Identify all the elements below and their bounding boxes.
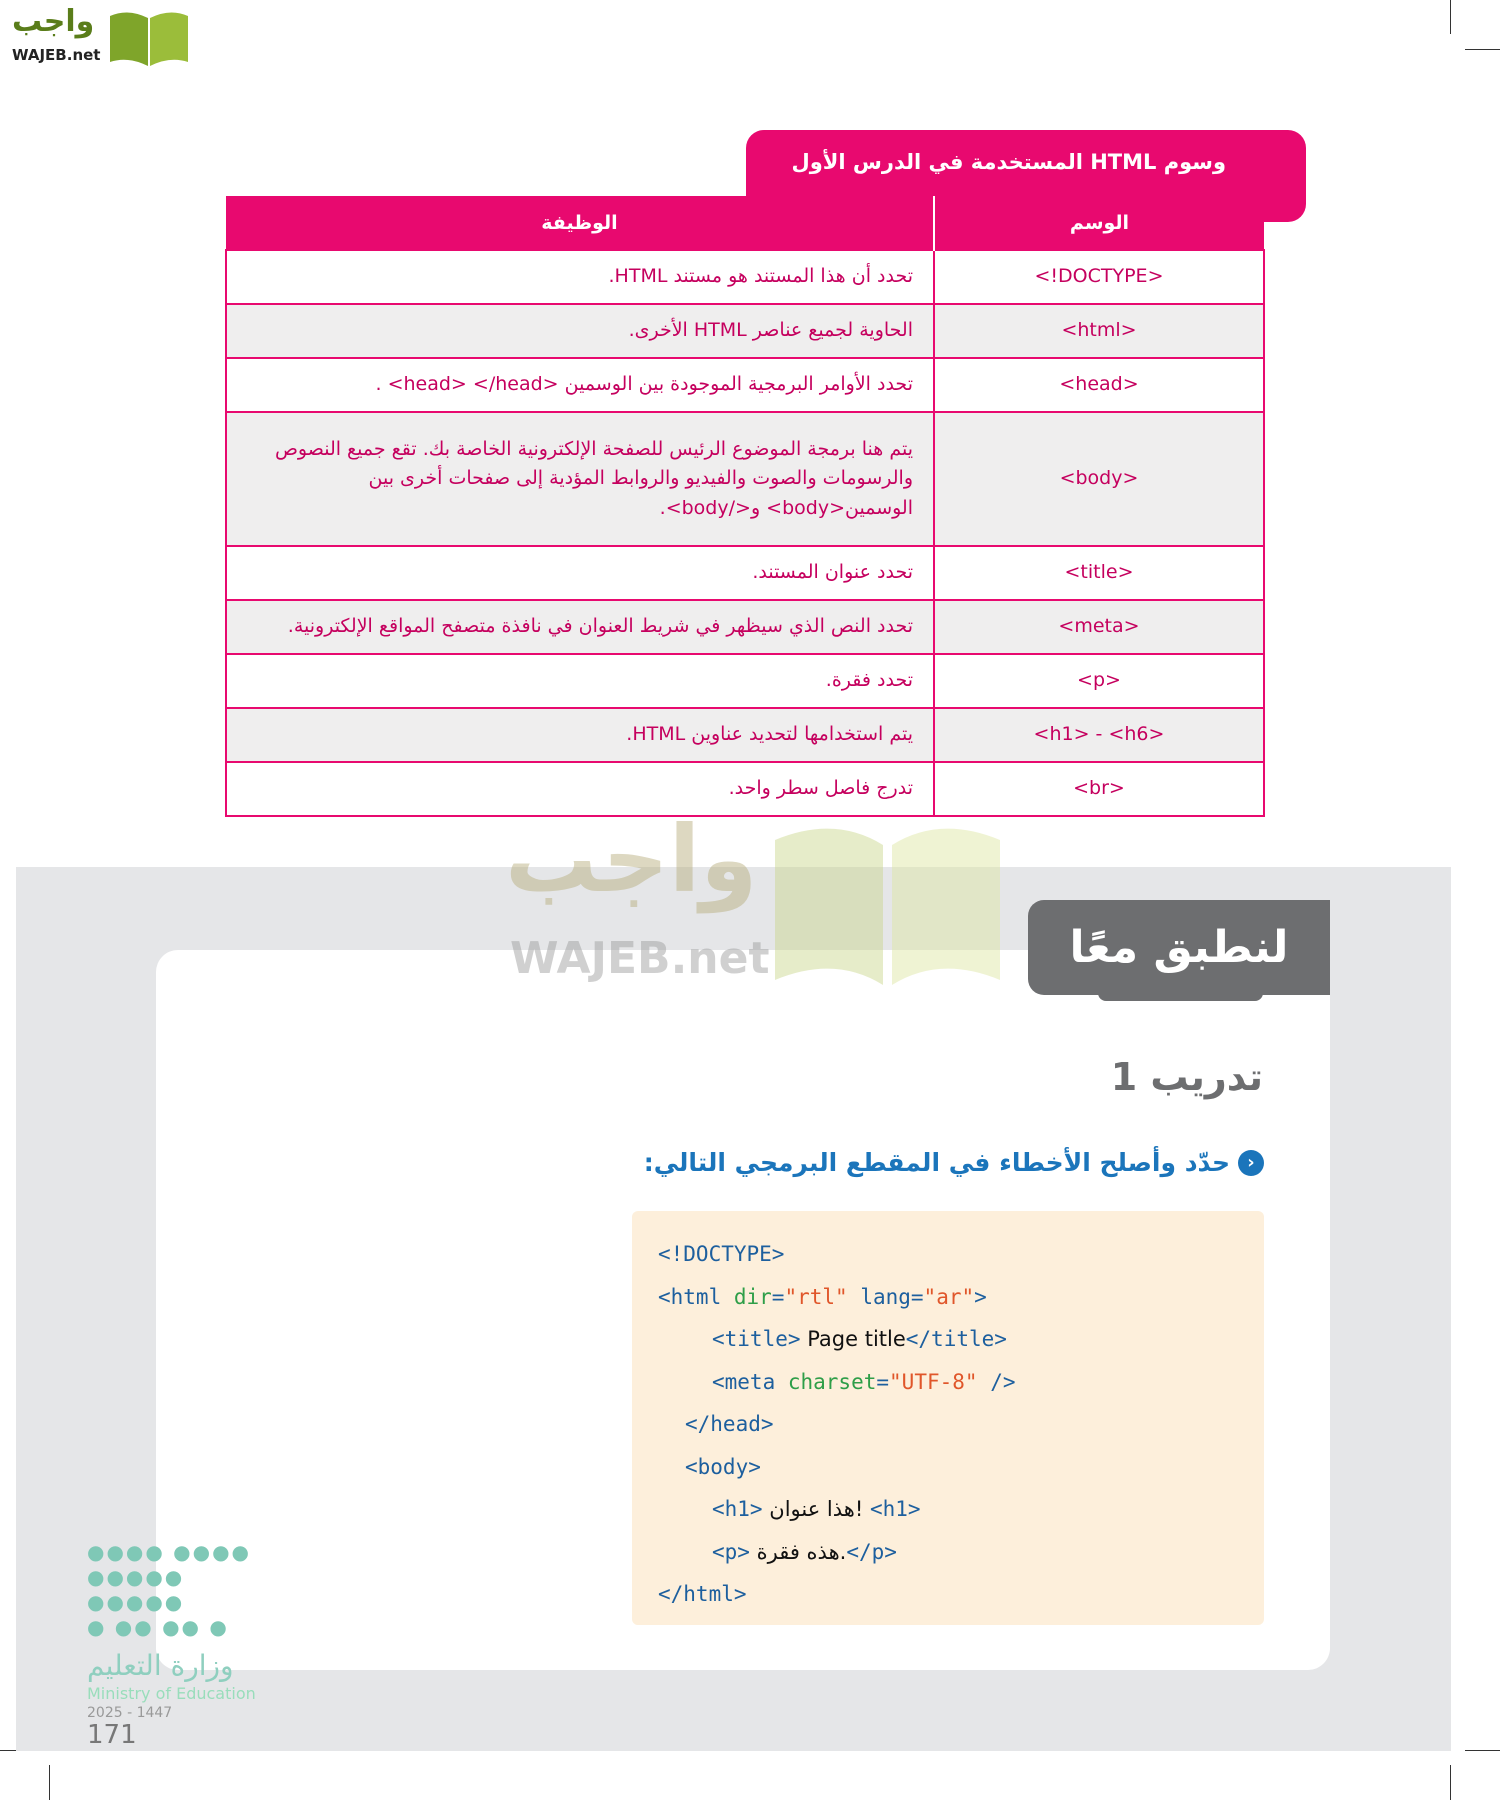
table-row [226, 708, 1264, 762]
function-cell: يتم هنا برمجة الموضوع الرئيس للصفحة الإلكترونية الخاصة بك. تقع جميع النصوص والرسومات والصوت والفيديو والروابط المؤدية إلى صفحات أخرى بين الوسمين<body> و</body>. [226, 412, 934, 546]
chevron-circle-icon: ‹ [1238, 1150, 1264, 1176]
question [644, 1148, 1264, 1177]
header-tag: الوسم [934, 196, 1264, 250]
code-line: <p> هذه فقرة.</p> [712, 1539, 897, 1564]
table-row [226, 600, 1264, 654]
table-row [226, 546, 1264, 600]
function-cell: تحدد عنوان المستند. [226, 546, 934, 600]
question-text: حدّد وأصلح الأخطاء في المقطع البرمجي التالي: [643, 1148, 1230, 1177]
html-tags-table [225, 196, 1265, 817]
tag-cell: <body> [934, 412, 1264, 546]
ministry-logo: ●●●● ●●●● ●●●●● ●●●●● ● ●● ●● ● وزارة التعليم Ministry of Education 2025 - 1447 [87, 1540, 277, 1715]
code-line: </html> [658, 1582, 747, 1606]
table-row [226, 358, 1264, 412]
page-number: 171 [87, 1720, 137, 1750]
table-row [226, 250, 1264, 304]
function-cell: تحدد الأوامر البرمجية الموجودة بين الوسمين <head> </head> . [226, 358, 934, 412]
crop-mark [1450, 0, 1451, 34]
wajeb-logo[interactable]: واجب WAJEB.net [8, 4, 193, 68]
tag-cell: <!DOCTYPE> [934, 250, 1264, 304]
function-cell: الحاوية لجميع عناصر HTML الأخرى. [226, 304, 934, 358]
tag-cell: <p> [934, 654, 1264, 708]
book-watermark-icon [775, 815, 1000, 985]
table-row [226, 412, 1264, 546]
function-cell: تحدد النص الذي سيظهر في شريط العنوان في نافذة متصفح المواقع الإلكترونية. [226, 600, 934, 654]
crop-mark [1465, 49, 1500, 50]
table-row [226, 304, 1264, 358]
code-line: <meta charset="UTF-8" /> [712, 1369, 1016, 1394]
tag-cell: <html> [934, 304, 1264, 358]
section-label: لنطبق معًا [1028, 900, 1330, 995]
code-block [632, 1211, 1264, 1625]
exercise-title: تدريب 1 [1110, 1055, 1263, 1099]
tag-cell: <meta> [934, 600, 1264, 654]
function-cell: تحدد فقرة. [226, 654, 934, 708]
function-cell: تحدد أن هذا المستند هو مستند HTML. [226, 250, 934, 304]
tag-cell: <title> [934, 546, 1264, 600]
book-icon [108, 8, 190, 66]
code-line: <body> [685, 1454, 761, 1479]
function-cell: تدرج فاصل سطر واحد. [226, 762, 934, 816]
table-row [226, 654, 1264, 708]
code-line: <title> Page title</title> [712, 1327, 1007, 1351]
table-title: وسوم HTML المستخدمة في الدرس الأول [746, 130, 1306, 222]
ministry-dots-icon: ●●●● ●●●● ●●●●● ●●●●● ● ●● ●● ● [87, 1540, 251, 1639]
code-line: <html dir="rtl" lang="ar"> [658, 1284, 987, 1309]
function-cell: يتم استخدامها لتحديد عناوين HTML. [226, 708, 934, 762]
code-line: <h1> هذا عنوان! <h1> [712, 1497, 921, 1521]
tag-cell: <head> [934, 358, 1264, 412]
header-function: الوظيفة [226, 196, 934, 250]
code-line: <!DOCTYPE> [658, 1242, 785, 1266]
tag-cell: <h1> - <h6> [934, 708, 1264, 762]
crop-mark [1450, 1765, 1451, 1800]
crop-mark [1465, 1750, 1500, 1751]
code-line: </head> [685, 1412, 774, 1436]
crop-mark [49, 1765, 50, 1800]
tag-cell: <br> [934, 762, 1264, 816]
watermark: واجب WAJEB.net [505, 815, 1000, 990]
